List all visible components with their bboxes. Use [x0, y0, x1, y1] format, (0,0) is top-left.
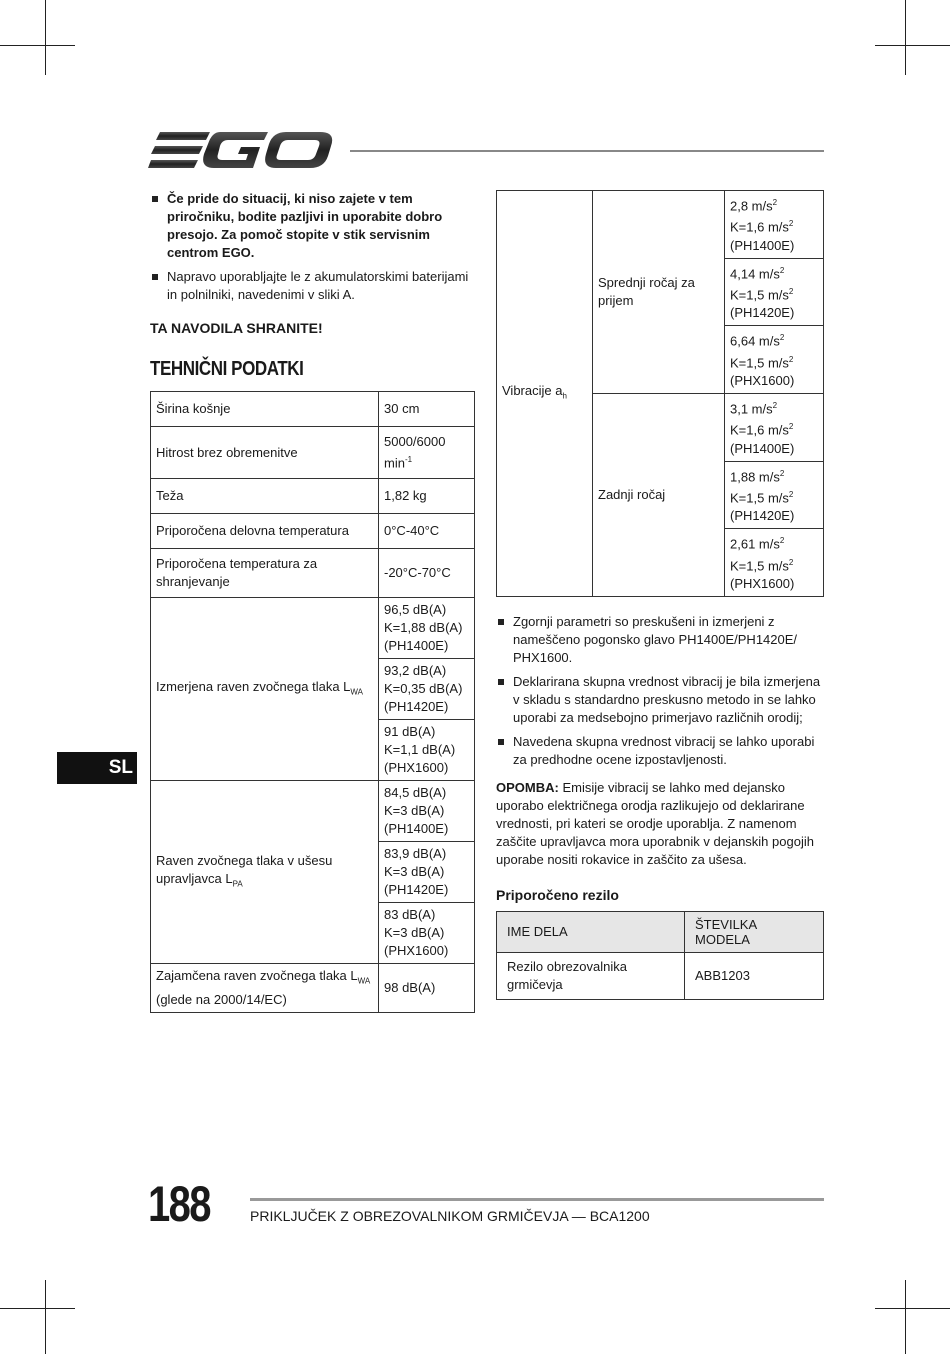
table-row: [151, 964, 475, 1013]
list-item: Deklarirana skupna vrednost vibracij je bila izmerjena v skladu s standardno preskusno metodo in se lahko uporabi za medsebojno primerjavo različnih orodij;: [496, 673, 824, 727]
blade-table: [496, 911, 824, 1000]
crop-mark: [905, 1280, 906, 1354]
spec-label: Raven zvočnega tlaka v ušesu upravljavca $L_{PA}$: [151, 781, 379, 964]
table-row: [151, 392, 475, 427]
blade-model: ABB1203: [685, 952, 824, 999]
column-header: IME DELA: [497, 911, 685, 952]
crop-mark: [0, 45, 75, 46]
spec-label: Izmerjena raven zvočnega tlaka $L_{WA}$: [151, 598, 379, 781]
list-item: Zgornji parametri so preskušeni in izmerjeni z nameščeno pogonsko glavo PH1400E/PH1420E/ PHX1600.: [496, 613, 824, 667]
ego-logo: [148, 128, 333, 177]
crop-mark: [875, 45, 950, 46]
spec-value: 83,9 dB(A) K=3 dB(A) (PH1420E): [379, 842, 475, 903]
list-item: Napravo uporabljajte le z akumulatorskimi baterijami in polnilniki, navedenimi v sliki A.: [150, 268, 475, 304]
footer-text: PRIKLJUČEK Z OBREZOVALNIKOM GRMIČEVJA — BCA1200: [250, 1208, 650, 1224]
spec-label: Hitrost brez obremenitve: [151, 427, 379, 479]
spec-value: -20°C-70°C: [379, 549, 475, 598]
crop-mark: [875, 1308, 950, 1309]
table-row: [151, 514, 475, 549]
blade-title: Priporočeno rezilo: [496, 886, 619, 903]
spec-value: 4,14 $m/s^2$ K=1,5 $m/s^2$ (PH1420E): [725, 258, 824, 326]
spec-label: Priporočena temperatura za shranjevanje: [151, 549, 379, 598]
table-row: [497, 952, 824, 999]
spec-value: 1,82 kg: [379, 479, 475, 514]
notes-bullets: [496, 613, 824, 769]
spec-value: 83 dB(A) K=3 dB(A) (PHX1600): [379, 903, 475, 964]
spec-label: Priporočena delovna temperatura: [151, 514, 379, 549]
note-text: Emisije vibracij se lahko med dejansko uporabo električnega orodja razlikujejo od deklarirane vrednosti, pri kateri se orodje uporablja. Z namenom zaščite upravljavca mora uporabnik v dejanskih pogojih uporabe nositi rokavice in zaščito za ušesa.: [496, 779, 814, 867]
note: [496, 779, 824, 869]
spec-value: 91 dB(A) K=1,1 dB(A) (PHX1600): [379, 720, 475, 781]
spec-label: Širina košnje: [151, 392, 379, 427]
blade-name: Rezilo obrezovalnika grmičevja: [497, 952, 685, 999]
vibration-handle-front: Sprednji ročaj za prijem: [593, 191, 725, 394]
column-header: ŠTEVILKA MODELA: [685, 911, 824, 952]
vibration-handle-rear: Zadnji ročaj: [593, 393, 725, 596]
spec-value: 5000/6000 $\min^{-1}$: [379, 427, 475, 479]
spec-value: 30 cm: [379, 392, 475, 427]
spec-value: 93,2 dB(A) K=0,35 dB(A) (PH1420E): [379, 659, 475, 720]
spec-value: 96,5 dB(A) K=1,88 dB(A) (PH1400E): [379, 598, 475, 659]
crop-mark: [45, 1280, 46, 1354]
vibration-label: Vibracije $a_h$: [497, 191, 593, 597]
header-rule: [350, 150, 824, 152]
save-notice: TA NAVODILA SHRANITE!: [150, 320, 323, 336]
language-tab: SL: [57, 752, 137, 784]
crop-mark: [45, 0, 46, 75]
table-row: [497, 191, 824, 259]
right-column: [496, 190, 824, 1000]
spec-value: 0°C-40°C: [379, 514, 475, 549]
page-number: 188: [148, 1176, 210, 1232]
left-column: [150, 190, 475, 1013]
spec-value: 1,88 $m/s^2$ K=1,5 $m/s^2$ (PH1420E): [725, 461, 824, 529]
note-label: OPOMBA:: [496, 779, 559, 795]
spec-value: 84,5 dB(A) K=3 dB(A) (PH1400E): [379, 781, 475, 842]
crop-mark: [905, 0, 906, 75]
spec-label: Zajamčena raven zvočnega tlaka $L_{WA}$ (glede na 2000/14/EC): [151, 964, 379, 1013]
list-item: Če pride do situacij, ki niso zajete v tem priročniku, bodite pazljivi in uporabite dobro presojo. Za pomoč stopite v stik servisnim centrom EGO.: [150, 190, 475, 262]
table-header-row: [497, 911, 824, 952]
table-row: [151, 479, 475, 514]
table-row: [151, 427, 475, 479]
spec-label: Teža: [151, 479, 379, 514]
vibration-table: [496, 190, 824, 597]
spec-value: 6,64 $m/s^2$ K=1,5 $m/s^2$ (PHX1600): [725, 326, 824, 394]
specs-table: [150, 391, 475, 1013]
intro-bullets: [150, 190, 475, 304]
list-item: Navedena skupna vrednost vibracij se lahko uporabi za predhodne ocene izpostavljenosti.: [496, 733, 824, 769]
table-row: [151, 549, 475, 598]
spec-value: 3,1 $m/s^2$ K=1,6 $m/s^2$ (PH1400E): [725, 393, 824, 461]
crop-mark: [0, 1308, 75, 1309]
table-row: [151, 781, 475, 842]
table-row: [151, 598, 475, 659]
spec-value: 2,61 $m/s^2$ K=1,5 $m/s^2$ (PHX1600): [725, 529, 824, 597]
tech-heading: TEHNIČNI PODATKI: [150, 358, 304, 380]
spec-value: 2,8 $m/s^2$ K=1,6 $m/s^2$ (PH1400E): [725, 191, 824, 259]
spec-value: 98 dB(A): [379, 964, 475, 1013]
footer-rule: [250, 1198, 824, 1201]
